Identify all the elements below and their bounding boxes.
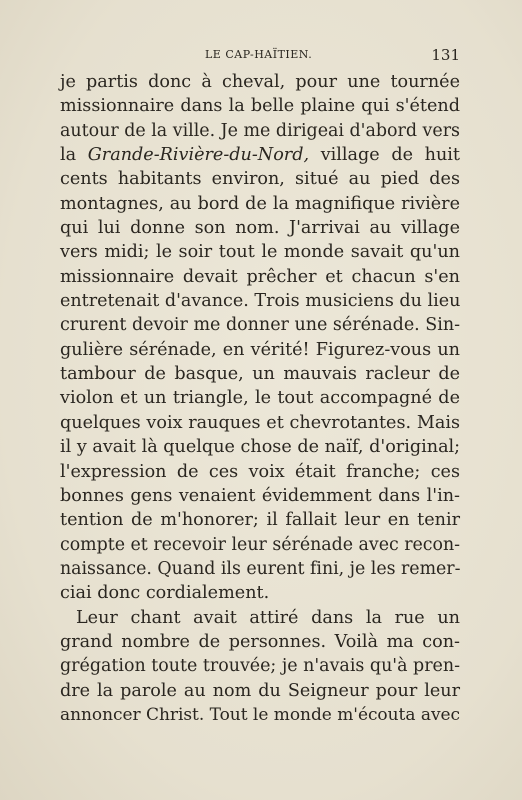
place-name: Grande-Rivière-du-Nord, — [87, 145, 310, 166]
text-line: crurent devoir me donner une sérénade. Sin- — [60, 315, 461, 336]
text-line: autour de la ville. Je me dirigeai d'abord vers — [60, 120, 460, 141]
page-number: 131 — [431, 46, 460, 64]
text-line — [60, 143, 460, 167]
text-line: ciai donc cordialement. — [60, 583, 270, 604]
text-line: je partis donc à cheval, pour une tournée — [60, 72, 460, 92]
body-text — [60, 70, 460, 727]
text-line: il y avait là quelque chose de naïf, d'original; — [60, 437, 461, 458]
text-line: quelques voix rauques et chevrotantes. Mais — [60, 412, 460, 433]
text-line: missionnaire dans la belle plaine qui s'étend — [60, 96, 460, 117]
text-line: violon et un triangle, le tout accompagné de — [60, 388, 460, 409]
text-line: compte et recevoir leur sérénade avec recon- — [60, 534, 460, 555]
text-line: entretenait d'avance. Trois musiciens du lieu — [60, 291, 461, 312]
text-fragment: village de huit — [309, 145, 460, 166]
text-fragment: la — [60, 145, 88, 166]
text-line: grégation toute trouvée; je n'avais qu'à pren- — [60, 656, 460, 677]
text-line: Leur chant avait attiré dans la rue un — [76, 607, 460, 628]
text-line: naissance. Quand ils eurent fini, je les remer- — [60, 558, 461, 579]
text-line: tention de m'honorer; il fallait leur en tenir — [60, 510, 460, 531]
text-line: bonnes gens venaient évidemment dans l'in- — [60, 485, 460, 506]
text-line: qui lui donne son nom. J'arrivai au village — [60, 218, 460, 239]
text-line: l'expression de ces voix était franche; ces — [60, 461, 460, 482]
text-line: vers midi; le soir tout le monde savait qu'un — [60, 242, 460, 263]
running-title: LE CAP-HAÏTIEN. — [205, 48, 313, 61]
text-line: gulière sérénade, en vérité! Figurez-vous un — [60, 339, 460, 360]
text-line: grand nombre de personnes. Voilà ma con- — [60, 631, 460, 652]
text-line: dre la parole au nom du Seigneur pour leur — [60, 680, 460, 701]
text-line: cents habitants environ, situé au pied des — [60, 169, 460, 190]
text-line: tambour de basque, un mauvais racleur de — [60, 364, 460, 385]
text-line: missionnaire devait prêcher et chacun s'en — [60, 266, 460, 287]
text-line: montagnes, au bord de la magnifique rivière — [60, 193, 460, 214]
running-head — [60, 46, 460, 66]
text-line: annoncer Christ. Tout le monde m'écouta avec — [60, 704, 460, 725]
